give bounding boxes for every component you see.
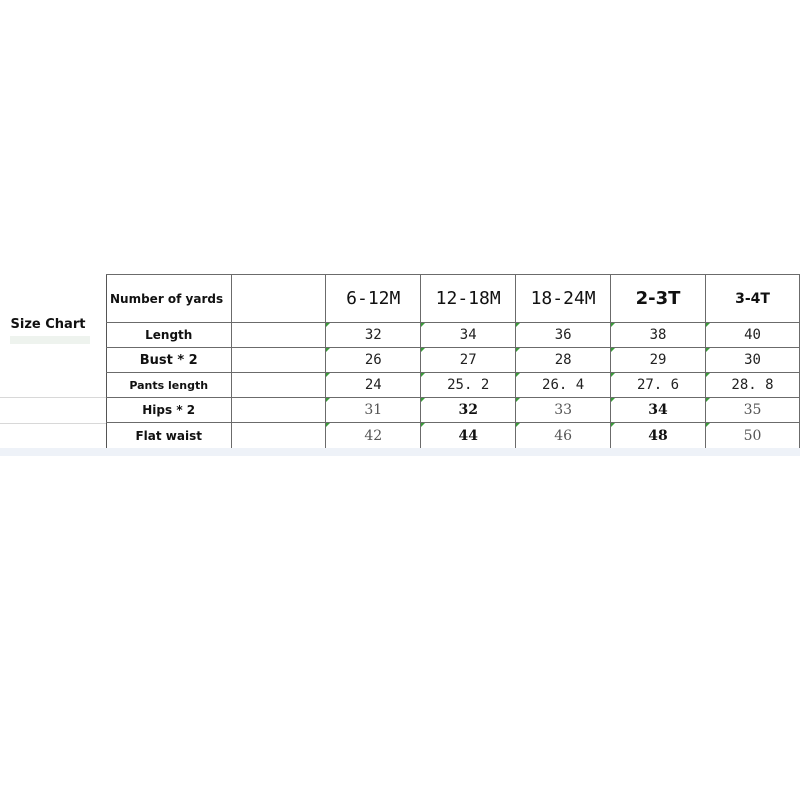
value-cell [516, 398, 611, 423]
size-header: 2-3T [611, 275, 706, 323]
cell-marker-icon [706, 373, 710, 377]
value-cell [516, 323, 611, 348]
value: 40 [744, 327, 761, 343]
table-row [106, 323, 800, 348]
cell-marker-icon [421, 373, 425, 377]
empty-cell [232, 323, 326, 348]
value-cell [706, 348, 800, 373]
value: 30 [744, 352, 761, 368]
cell-marker-icon [516, 373, 520, 377]
table-row [106, 398, 800, 423]
value-cell [516, 373, 611, 398]
value: 24 [364, 377, 382, 393]
cell-marker-icon [516, 348, 520, 352]
value: 27 [459, 352, 477, 368]
size-table [106, 274, 800, 449]
cell-marker-icon [516, 323, 520, 327]
bottom-band [0, 448, 800, 456]
size-chart-title: Size Chart [10, 317, 86, 332]
value: 27. 6 [636, 377, 680, 393]
value-cell [326, 373, 421, 398]
cell-marker-icon [611, 348, 615, 352]
cell-marker-icon [326, 423, 330, 427]
value-cell [326, 423, 421, 449]
row-label: Pants length [106, 373, 232, 398]
header-label: Number of yards [106, 275, 232, 323]
value-cell [421, 323, 516, 348]
value-cell [421, 348, 516, 373]
value: 35 [743, 402, 762, 418]
value-cell [706, 323, 800, 348]
value: 26 [364, 352, 382, 368]
size-header: 3-4T [706, 275, 800, 323]
value: 42 [364, 427, 383, 444]
value-cell [706, 423, 800, 449]
value-cell [611, 398, 706, 423]
row-label: Hips * 2 [106, 398, 232, 423]
cell-marker-icon [706, 348, 710, 352]
divider [0, 397, 106, 398]
title-underline-decoration [10, 336, 90, 344]
cell-marker-icon [611, 373, 615, 377]
empty-cell [232, 275, 326, 323]
table-row [106, 348, 800, 373]
cell-marker-icon [516, 423, 520, 427]
value: 46 [554, 427, 573, 444]
value: 32 [458, 402, 478, 418]
cell-marker-icon [706, 323, 710, 327]
cell-marker-icon [611, 423, 615, 427]
size-chart-frame [0, 274, 800, 456]
value: 33 [554, 402, 573, 418]
value-cell [516, 348, 611, 373]
size-header: 6-12M [326, 275, 421, 323]
divider [0, 423, 106, 424]
value-cell [421, 398, 516, 423]
header-row [106, 275, 800, 323]
cell-marker-icon [611, 323, 615, 327]
cell-marker-icon [326, 323, 330, 327]
value: 44 [458, 427, 478, 444]
value-cell [611, 348, 706, 373]
cell-marker-icon [421, 348, 425, 352]
value: 25. 2 [447, 377, 490, 393]
value: 38 [649, 327, 667, 343]
value: 28. 8 [731, 377, 774, 393]
value: 34 [648, 402, 668, 418]
cell-marker-icon [421, 323, 425, 327]
cell-marker-icon [706, 423, 710, 427]
cell-marker-icon [326, 373, 330, 377]
value: 32 [364, 327, 382, 343]
cell-marker-icon [421, 398, 425, 402]
empty-cell [232, 348, 326, 373]
row-label: Length [106, 323, 232, 348]
cell-marker-icon [516, 398, 520, 402]
value: 34 [459, 327, 477, 343]
value: 29 [649, 352, 667, 368]
value-cell [421, 423, 516, 449]
value-cell [611, 373, 706, 398]
cell-marker-icon [611, 398, 615, 402]
row-label: Bust * 2 [106, 348, 232, 373]
table-row [106, 423, 800, 449]
empty-cell [232, 373, 326, 398]
value: 48 [648, 427, 668, 444]
cell-marker-icon [326, 398, 330, 402]
cell-marker-icon [706, 398, 710, 402]
value: 26. 4 [542, 377, 585, 393]
row-label: Flat waist [106, 423, 232, 449]
value-cell [706, 398, 800, 423]
cell-marker-icon [326, 348, 330, 352]
value-cell [421, 373, 516, 398]
value: 28 [554, 352, 572, 368]
size-header: 12-18M [421, 275, 516, 323]
value-cell [611, 323, 706, 348]
value: 31 [364, 402, 383, 418]
value-cell [326, 348, 421, 373]
value-cell [516, 423, 611, 449]
value-cell [326, 398, 421, 423]
value: 36 [554, 327, 572, 343]
value: 50 [743, 427, 762, 444]
cell-marker-icon [421, 423, 425, 427]
table-row [106, 373, 800, 398]
empty-cell [232, 423, 326, 449]
size-header: 18-24M [516, 275, 611, 323]
value-cell [706, 373, 800, 398]
empty-cell [232, 398, 326, 423]
value-cell [611, 423, 706, 449]
value-cell [326, 323, 421, 348]
size-chart-title-panel [0, 274, 107, 450]
